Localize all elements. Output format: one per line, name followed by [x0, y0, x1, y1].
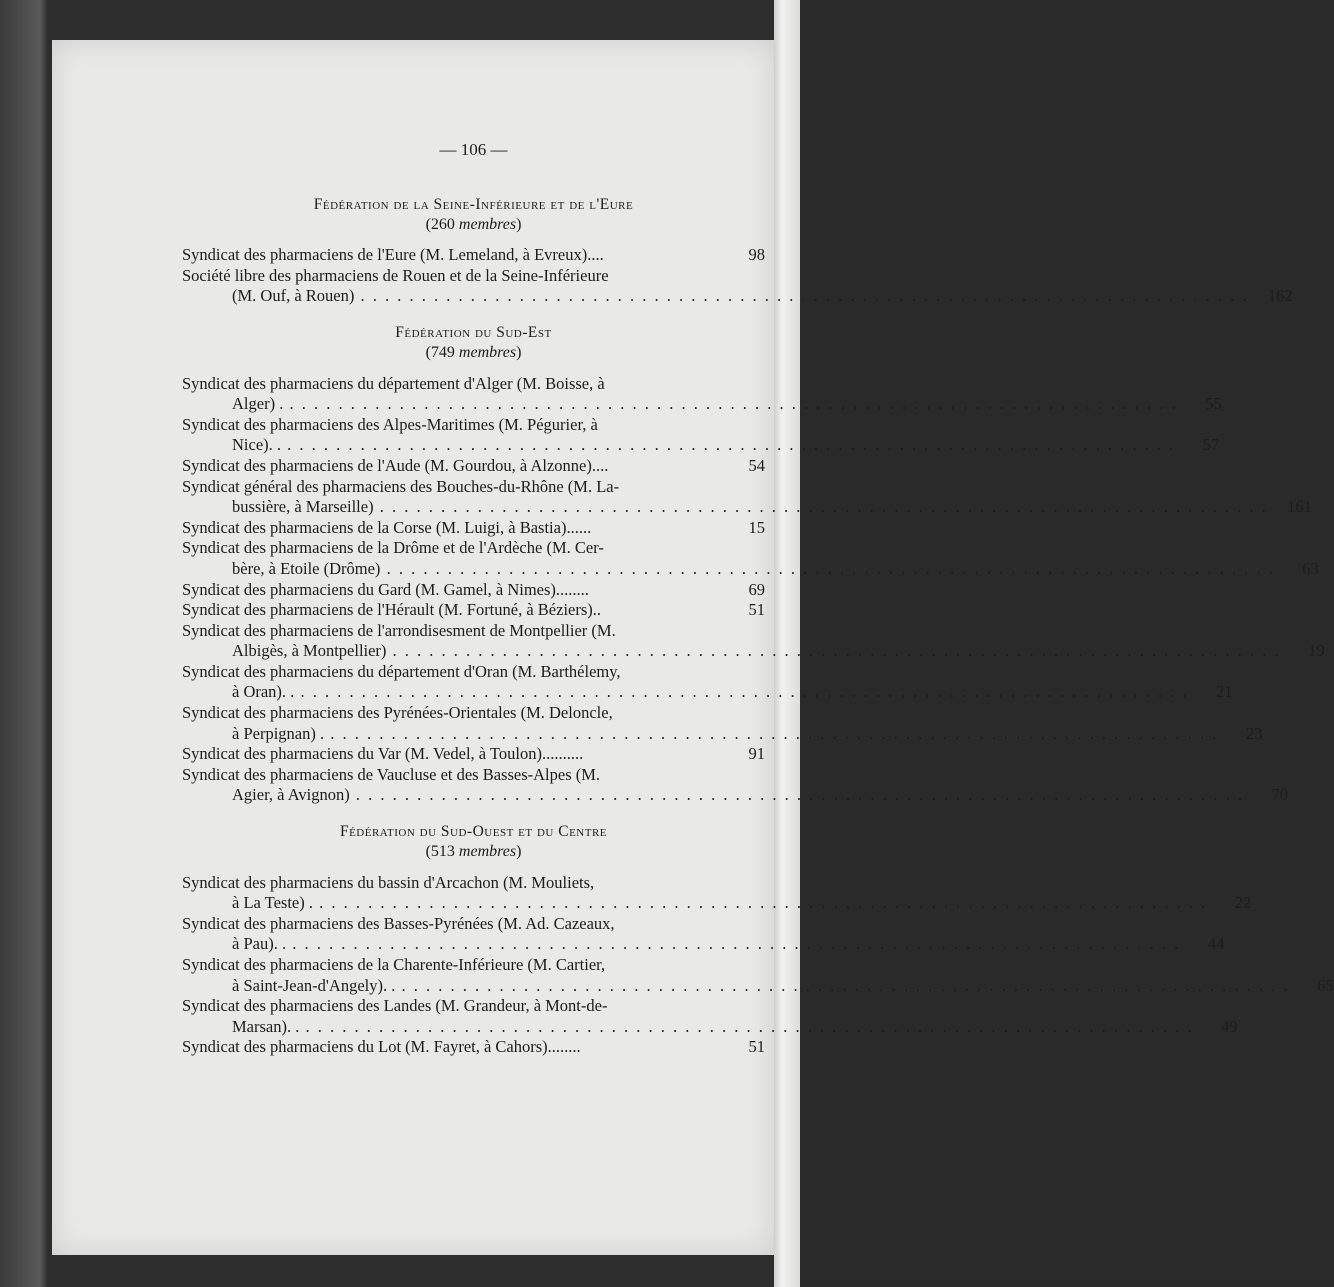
leader-dots: . . . . . . . . . . . . . . . . . . . . . . . . . . . . . . . . . . . . . . . . . . . . . . . . . . . . . . . . . . . . . . . . . . . . . . . . . — [299, 1016, 1194, 1036]
member-count: 15 — [748, 517, 765, 537]
entry-text: Syndicat des pharmaciens de l'Aude (M. Gourdou, à Alzonne).... — [182, 455, 609, 475]
syndicate-entry — [182, 955, 1334, 996]
federation-title: Fédération du Sud-Est — [395, 323, 552, 341]
member-count: 57 — [1202, 435, 1220, 455]
federation-title: Fédération de la Seine-Inférieure et de l'Eure — [313, 195, 634, 213]
member-count: 65 — [1317, 975, 1334, 995]
entry-text: bussière, à Marseille) — [232, 497, 374, 517]
member-count: 44 — [1207, 934, 1225, 954]
entry-text: Syndicat des pharmaciens des Basses-Pyrénées (M. Ad. Cazeaux, — [182, 913, 615, 933]
entry-text-line — [182, 497, 1268, 518]
leader-dots: . . . . . . . . . . . . . . . . . . . . . . . . . . . . . . . . . . . . . . . . . . . . . . . . . . . . . . . . . . . . . . . . . . . . . . . . . — [373, 497, 1268, 517]
syndicate-entry — [182, 1037, 765, 1058]
entry-text: Syndicat général des pharmaciens des Bouches-du-Rhône (M. La- — [182, 476, 620, 496]
syndicate-name — [182, 765, 1244, 806]
syndicate-entry — [182, 744, 765, 765]
federation-section — [182, 195, 1293, 307]
syndicate-name — [182, 245, 721, 266]
syndicate-name — [182, 744, 721, 765]
member-count: 161 — [1287, 497, 1312, 517]
syndicate-entry — [182, 661, 1233, 703]
leader-dots: . . . . . . . . . . . . . . . . . . . . . . . . . . . . . . . . . . . . . . . . . . . . . . . . . . . . . . . . . . . . . . . . . . . . . . . . . — [395, 975, 1290, 995]
member-count: 49 — [1221, 1016, 1238, 1036]
entry-text: à Oran). . — [232, 682, 295, 702]
leader-dots: . . . . . . . . . . . . . . . . . . . . . . . . . . . . . . . . . . . . . . . . . . . . . . . . . . . . . . . . . . . . . . . . . . . . . . . . . — [281, 435, 1176, 455]
syndicate-name — [182, 996, 1194, 1037]
leader-dots: . . . . . . . . . . . . . . . . . . . . . . . . . . . . . . . . . . . . . . . . . . . . . . . . . . . . . . . . . . . . . . . . . . . . . . . . . — [283, 394, 1178, 414]
member-count: 91 — [748, 744, 765, 764]
entry-text: Syndicat des pharmaciens de l'arrondisesment de Montpellier (M. — [182, 620, 616, 640]
entry-text-line — [182, 873, 1207, 894]
member-count-word: membres — [458, 843, 517, 861]
member-count: 51 — [748, 1037, 765, 1057]
entry-text-line — [182, 394, 1178, 415]
entry-text: (M. Ouf, à Rouen) — [232, 286, 355, 306]
leader-dots: . . . . . . . . . . . . . . . . . . . . . . . . . . . . . . . . . . . . . . . . . . . . . . . . . . . . . . . . . . . . . . . . . . . . . . . . . — [324, 723, 1219, 743]
entry-text: Nice). . — [232, 435, 282, 455]
syndicate-entry — [182, 476, 1312, 518]
entry-text: Albigès, à Montpellier) — [232, 641, 387, 661]
entry-text-line — [182, 456, 721, 477]
member-count: 70 — [1271, 785, 1288, 805]
leader-dots: . . . . . . . . . . . . . . . . . . . . . . . . . . . . . . . . . . . . . . . . . . . . . . . . . . . . . . . . . . . . . . . . . . . . . . . . . — [354, 286, 1249, 306]
syndicate-name — [182, 662, 1189, 703]
entry-text-line — [182, 934, 1180, 955]
entry-text-line — [182, 996, 1194, 1017]
member-count-number: (513 — [425, 843, 455, 861]
leader-dots: . . . . . . . . . . . . . . . . . . . . . . . . . . . . . . . . . . . . . . . . . . . . . . . . . . . . . . . . . . . . . . . . . . . . . . . . . — [313, 893, 1208, 913]
entry-text-line — [182, 955, 1290, 976]
syndicate-name — [182, 477, 1268, 518]
member-count: 98 — [748, 245, 765, 265]
entry-text: Syndicat des pharmaciens des Alpes-Maritimes (M. Pégurier, à — [182, 414, 598, 434]
leader-dots: . . . . . . . . . . . . . . . . . . . . . . . . . . . . . . . . . . . . . . . . . . . . . . . . . . . . . . . . . . . . . . . . . . . . . . . . . — [294, 682, 1189, 702]
entry-text: Agier, à Avignon) — [232, 785, 350, 805]
federation-title: Fédération du Sud-Ouest et du Centre — [339, 823, 608, 841]
syndicate-entry — [182, 414, 1220, 456]
leader-dots: . . . . . . . . . . . . . . . . . . . . . . . . . . . . . . . . . . . . . . . . . . . . . . . . . . . . . . . . . . . . . . . . . . . . . . . . . — [380, 558, 1275, 578]
entry-text: Syndicat des pharmaciens de Vaucluse et des Basses-Alpes (M. — [182, 764, 601, 784]
entry-text: Syndicat des pharmaciens des Pyrénées-Orientales (M. Deloncle, — [182, 703, 613, 723]
member-count: 19 — [1308, 641, 1325, 661]
federation-list — [182, 195, 1334, 1058]
entry-text-line — [182, 976, 1290, 997]
entry-text-line — [182, 1037, 721, 1058]
member-count: 22 — [1234, 893, 1252, 913]
member-count: 23 — [1245, 723, 1263, 743]
entry-text-line — [182, 682, 1189, 703]
entry-text: Syndicat des pharmaciens de la Charente-Inférieure (M. Cartier, — [182, 955, 606, 974]
entry-text-line — [182, 621, 1281, 642]
entry-text: Marsan). . — [232, 1016, 300, 1036]
federation-section — [182, 822, 1334, 1058]
syndicate-name — [182, 955, 1290, 996]
entry-text-line — [182, 286, 1249, 307]
entry-text: Syndicat des pharmaciens du Gard (M. Gamel, à Nimes)........ — [182, 579, 589, 599]
entry-text: Syndicat des pharmaciens du département d'Alger (M. Boisse, à — [182, 373, 605, 393]
syndicate-entry — [182, 872, 1252, 914]
entry-text-line — [182, 641, 1281, 662]
federation-member-count: (513 membres) — [425, 843, 522, 861]
syndicate-entry — [182, 764, 1288, 806]
member-count-number: (749 — [425, 343, 455, 361]
syndicate-entry — [182, 518, 765, 539]
entry-text-line — [182, 415, 1175, 436]
entry-text: Syndicat des pharmaciens du département d'Oran (M. Barthélemy, — [182, 661, 621, 681]
entry-text-line — [182, 559, 1275, 580]
member-count: 69 — [748, 579, 765, 599]
syndicate-name — [182, 456, 721, 477]
entry-text: Syndicat des pharmaciens de l'Hérault (M. Fortuné, à Béziers).. — [182, 600, 602, 620]
syndicate-entry — [182, 580, 765, 601]
entry-text: bère, à Etoile (Drôme) — [232, 558, 381, 578]
entry-text-line — [182, 600, 721, 621]
syndicate-name — [182, 1037, 721, 1058]
entry-text: à Perpignan) . — [232, 723, 325, 743]
entry-text: à La Teste) . — [232, 893, 314, 913]
syndicate-entry — [182, 703, 1263, 744]
entry-text: à Saint-Jean-d'Angely). . — [232, 975, 396, 995]
entry-text-line — [182, 662, 1189, 683]
syndicate-entry — [182, 538, 1319, 579]
member-count: 51 — [748, 600, 765, 620]
federation-section — [182, 323, 1325, 806]
entry-text: Syndicat des pharmaciens du bassin d'Arcachon (M. Mouliets, — [182, 872, 595, 892]
syndicate-entry — [182, 620, 1325, 662]
entry-text: Syndicat des pharmaciens du Var (M. Vedel, à Toulon).......... — [182, 744, 584, 764]
member-count: 63 — [1302, 558, 1319, 578]
federation-member-count: (749 membres) — [425, 343, 522, 361]
entry-text: Syndicat des pharmaciens de l'Eure (M. Lemeland, à Evreux).... — [182, 245, 604, 265]
entry-text-line — [182, 765, 1244, 786]
syndicate-entry — [182, 265, 1293, 307]
member-count-number: (260 — [425, 215, 455, 233]
entry-text-line — [182, 1017, 1194, 1038]
syndicate-name — [182, 415, 1175, 456]
syndicate-name — [182, 266, 1249, 307]
entry-text-line — [182, 266, 1249, 287]
entry-text-line — [182, 893, 1207, 914]
page-number: — 106 — — [439, 140, 508, 159]
leader-dots: . . . . . . . . . . . . . . . . . . . . . . . . . . . . . . . . . . . . . . . . . . . . . . . . . . . . . . . . . . . . . . . . . . . . . . . . . — [349, 785, 1244, 805]
syndicate-name — [182, 580, 721, 601]
member-count: 21 — [1216, 682, 1233, 702]
syndicate-name — [182, 600, 721, 621]
entry-text-line — [182, 744, 721, 765]
entry-text: Syndicat des pharmaciens de la Drôme et de l'Ardèche (M. Cer- — [182, 538, 604, 558]
syndicate-name — [182, 914, 1180, 955]
entry-text-line — [182, 374, 1178, 395]
entry-text-line — [182, 477, 1268, 498]
federation-member-count: (260 membres) — [425, 215, 522, 233]
member-count-word: membres — [458, 343, 517, 361]
syndicate-entry — [182, 245, 765, 266]
entry-text: Syndicat des pharmaciens du Lot (M. Fayret, à Cahors)........ — [182, 1037, 581, 1057]
page-content — [182, 140, 1334, 1074]
syndicate-name — [182, 873, 1207, 914]
member-count-word: membres — [458, 215, 517, 233]
leader-dots: . . . . . . . . . . . . . . . . . . . . . . . . . . . . . . . . . . . . . . . . . . . . . . . . . . . . . . . . . . . . . . . . . . . . . . . . . — [286, 934, 1181, 954]
entry-text: Syndicat des pharmaciens des Landes (M. Grandeur, à Mont-de- — [182, 996, 608, 1016]
syndicate-entry — [182, 456, 765, 477]
syndicate-name — [182, 703, 1218, 744]
entry-text-line — [182, 580, 721, 601]
leader-dots: . . . . . . . . . . . . . . . . . . . . . . . . . . . . . . . . . . . . . . . . . . . . . . . . . . . . . . . . . . . . . . . . . . . . . . . . . — [386, 641, 1281, 661]
entry-text: Syndicat des pharmaciens de la Corse (M. Luigi, à Bastia)...... — [182, 517, 592, 537]
member-count: 54 — [748, 455, 765, 475]
entry-text: Société libre des pharmaciens de Rouen et de la Seine-Inférieure — [182, 265, 609, 285]
syndicate-name — [182, 518, 721, 539]
syndicate-entry — [182, 600, 765, 621]
entry-text-line — [182, 914, 1180, 935]
entry-text: à Pau). . — [232, 934, 287, 954]
entry-text-line — [182, 245, 721, 266]
entry-text-line — [182, 785, 1244, 806]
syndicate-name — [182, 538, 1275, 579]
syndicate-entry — [182, 913, 1225, 955]
syndicate-entry — [182, 373, 1222, 415]
syndicate-name — [182, 621, 1281, 662]
entry-text-line — [182, 703, 1218, 724]
entry-text-line — [182, 435, 1175, 456]
member-count: 55 — [1205, 394, 1222, 414]
entry-text: Alger) . — [232, 394, 284, 414]
entry-text-line — [182, 538, 1275, 559]
entry-text-line — [182, 518, 721, 539]
entry-text-line — [182, 724, 1218, 745]
syndicate-entry — [182, 996, 1238, 1037]
member-count: 162 — [1267, 286, 1293, 306]
syndicate-name — [182, 374, 1178, 415]
